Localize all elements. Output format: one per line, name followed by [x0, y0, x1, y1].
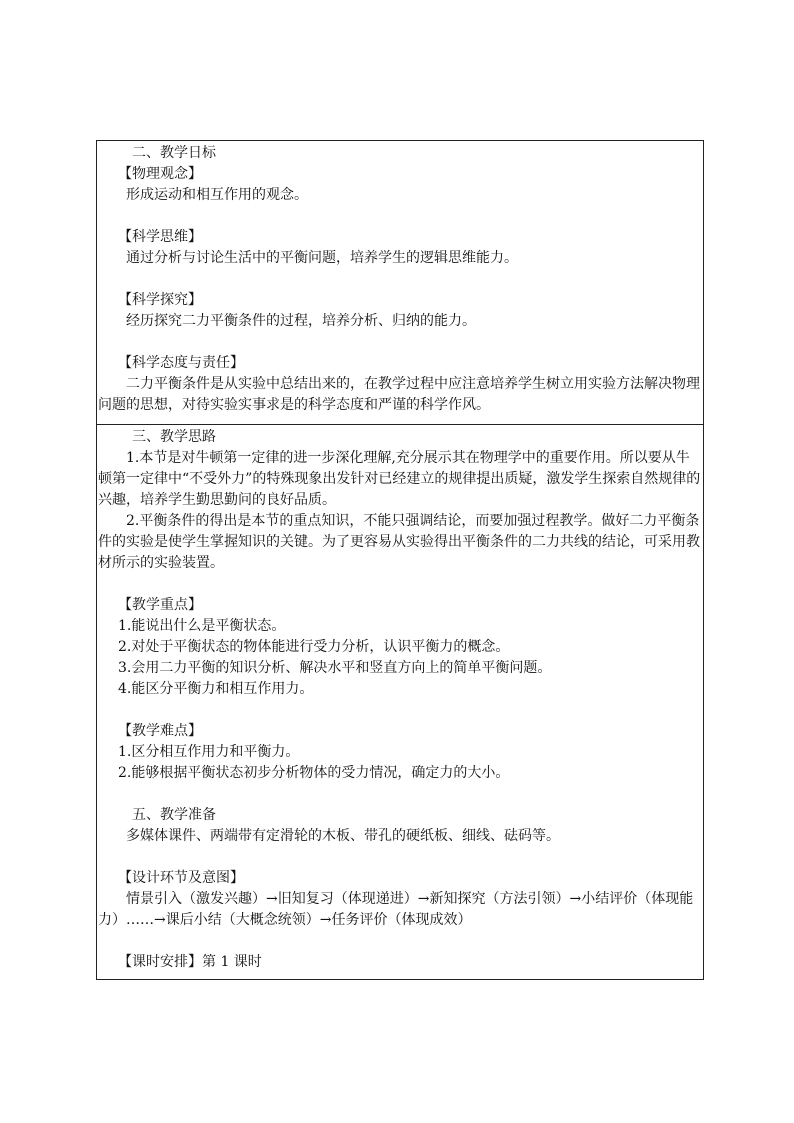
lesson-plan-table [96, 140, 704, 980]
design-text: 情景引入（激发兴趣）→旧知复习（体现递进）→新知探究（方法引领）→小结评价（体现能力）……→课后小结（大概念统领）→任务评价（体现成效） [98, 891, 694, 928]
objectives-heading: 二、教学日标 [132, 145, 216, 161]
objectives-cell [97, 141, 704, 425]
design-label: 【设计环节及意图】 [118, 870, 244, 886]
inquiry-text: 经历探究二力平衡条件的过程，培养分析、归纳的能力。 [126, 313, 476, 329]
spacer [98, 574, 702, 595]
preparation-heading: 五、教学准备 [132, 807, 216, 823]
schedule-value: 第 1 课时 [202, 954, 262, 970]
concept-text: 形成运动和相互作用的观念。 [126, 187, 308, 203]
thinking-heading: 三、教学思路 [132, 429, 216, 445]
schedule-line [98, 952, 702, 973]
spacer [98, 931, 702, 952]
spacer [98, 332, 702, 353]
thinking-cell [97, 425, 704, 980]
objectives-row [97, 141, 704, 425]
thinking-paragraph-1: 1.本节是对牛顿第一定律的进一步深化理解,充分展示其在物理学中的重要作用。所以要从牛顿第一定律中“不受外力”的特殊现象出发针对已经建立的规律提出质疑，激发学生探索自然规律的兴趣，培养学生勤思勤问的良好品质。 [98, 450, 701, 508]
attitude-text: 二力平衡条件是从实验中总结出来的，在教学过程中应注意培养学生树立用实验方法解决物理问题的思想，对待实验实事求是的科学态度和严谨的科学作风。 [98, 376, 700, 413]
key-point-item: 3.会用二力平衡的知识分析、解决水平和竖直方向上的简单平衡问题。 [118, 660, 552, 676]
spacer [98, 269, 702, 290]
thinking-label: 【科学思维】 [118, 229, 202, 245]
difficulties-label: 【教学难点】 [118, 723, 202, 739]
attitude-label: 【科学态度与责任】 [118, 355, 244, 371]
concept-label: 【物理观念】 [118, 166, 202, 182]
difficulty-item: 1.区分相互作用力和平衡力。 [118, 744, 300, 760]
spacer [98, 784, 702, 805]
thinking-paragraph-2: 2.平衡条件的得出是本节的重点知识，不能只强调结论，而要加强过程教学。做好二力平衡条件的实验是使学生掌握知识的关键。为了更容易从实验得出平衡条件的二力共线的结论，可采用教材所示的实验装置。 [98, 513, 700, 571]
inquiry-label: 【科学探究】 [118, 292, 202, 308]
key-points-label: 【教学重点】 [118, 597, 202, 613]
spacer [98, 847, 702, 868]
key-point-item: 4.能区分平衡力和相互作用力。 [118, 681, 314, 697]
key-point-item: 1.能说出什么是平衡状态。 [118, 618, 286, 634]
difficulty-item: 2.能够根据平衡状态初步分析物体的受力情况，确定力的大小。 [118, 765, 510, 781]
spacer [98, 700, 702, 721]
thinking-text: 通过分析与讨论生活中的平衡问题，培养学生的逻辑思维能力。 [126, 250, 518, 266]
spacer [98, 206, 702, 227]
key-point-item: 2.对处于平衡状态的物体能进行受力分析，认识平衡力的概念。 [118, 639, 510, 655]
schedule-label: 【课时安排】 [118, 954, 202, 970]
thinking-row [97, 425, 704, 980]
preparation-text: 多媒体课件、两端带有定滑轮的木板、带孔的硬纸板、细线、砝码等。 [126, 828, 560, 844]
